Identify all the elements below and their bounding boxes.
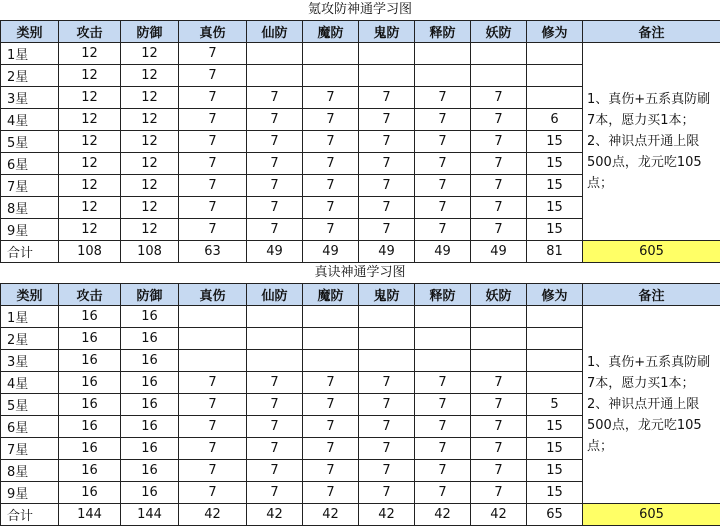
table2-header-cell: 妖防: [471, 284, 527, 306]
table2-header-cell: 真伤: [179, 284, 247, 306]
table-cell: 7: [179, 460, 247, 482]
table2-header-cell: 备注: [583, 284, 720, 306]
table-cell: 16: [59, 416, 121, 438]
table-cell: 7: [471, 219, 527, 241]
table-cell: 7: [471, 372, 527, 394]
total-cell: 42: [303, 504, 359, 526]
table-cell: 7: [247, 131, 303, 153]
table-cell: [527, 87, 583, 109]
table-cell: 7: [415, 109, 471, 131]
table-cell: 5: [527, 394, 583, 416]
table-cell: 5星: [1, 131, 59, 153]
table-cell: 4星: [1, 372, 59, 394]
total-row: [1, 504, 720, 526]
table-cell: 7: [359, 87, 415, 109]
table1-header-cell: 防御: [121, 21, 179, 43]
table-cell: 7: [303, 87, 359, 109]
table-cell: 7: [247, 394, 303, 416]
table-cell: 7: [415, 153, 471, 175]
table-cell: 7: [471, 153, 527, 175]
table-cell: 7: [471, 438, 527, 460]
table-cell: 7: [471, 416, 527, 438]
table-cell: 7: [179, 482, 247, 504]
table-cell: 12: [59, 197, 121, 219]
table-cell: 7: [471, 109, 527, 131]
table-cell: [247, 306, 303, 328]
table-cell: 12: [59, 153, 121, 175]
total-cell: 49: [247, 241, 303, 263]
table-cell: [471, 328, 527, 350]
table1-header-cell: 释防: [415, 21, 471, 43]
table-cell: 7: [179, 131, 247, 153]
total-cell: 42: [415, 504, 471, 526]
table-cell: [303, 306, 359, 328]
table-cell: 7星: [1, 175, 59, 197]
table-cell: 12: [59, 43, 121, 65]
table1-header-cell: 鬼防: [359, 21, 415, 43]
table2-header-cell: 修为: [527, 284, 583, 306]
table-cell: 7: [179, 109, 247, 131]
table-cell: 12: [59, 175, 121, 197]
table-cell: 7: [415, 460, 471, 482]
table-cell: [471, 350, 527, 372]
total-cell: 49: [415, 241, 471, 263]
table1-header-cell: 备注: [583, 21, 720, 43]
table-cell: 9星: [1, 482, 59, 504]
table-cell: 15: [527, 416, 583, 438]
table2-header-cell: 鬼防: [359, 284, 415, 306]
table-cell: 16: [121, 328, 179, 350]
total-cell: 合计: [1, 504, 59, 526]
table-cell: 7: [303, 482, 359, 504]
table-cell: 12: [121, 131, 179, 153]
table-cell: 7: [415, 372, 471, 394]
table-cell: 7: [247, 372, 303, 394]
table-cell: 7: [179, 175, 247, 197]
table-cell: 15: [527, 175, 583, 197]
total-cell: 81: [527, 241, 583, 263]
table1-header-cell: 真伤: [179, 21, 247, 43]
table-cell: 16: [59, 372, 121, 394]
table-cell: [471, 65, 527, 87]
table-cell: 7: [247, 197, 303, 219]
table-cell: 7: [179, 372, 247, 394]
note-line: 1、真伤+五系真防刷7本，愿力买1本；: [587, 92, 711, 128]
table1-body: [1, 43, 720, 263]
table-cell: [303, 43, 359, 65]
table-cell: 7: [415, 482, 471, 504]
total-row: [1, 241, 720, 263]
total-cell: 108: [59, 241, 121, 263]
table-cell: 12: [59, 87, 121, 109]
table-cell: 7: [471, 482, 527, 504]
table-cell: 15: [527, 460, 583, 482]
table-cell: 7: [471, 197, 527, 219]
table-cell: 7: [415, 219, 471, 241]
table-cell: 7: [247, 219, 303, 241]
table1-header-cell: 妖防: [471, 21, 527, 43]
table-cell: [415, 328, 471, 350]
table-cell: [179, 350, 247, 372]
total-cell: 108: [121, 241, 179, 263]
table-cell: 15: [527, 153, 583, 175]
table-cell: 7: [303, 131, 359, 153]
table-cell: 15: [527, 482, 583, 504]
table-cell: 7: [179, 43, 247, 65]
table-cell: 7: [471, 394, 527, 416]
table-cell: 7: [359, 372, 415, 394]
table-cell: 7: [179, 65, 247, 87]
table-cell: 7: [303, 372, 359, 394]
table-cell: 7: [303, 416, 359, 438]
table-cell: 7: [303, 175, 359, 197]
table-cell: 7: [359, 438, 415, 460]
table-cell: 7: [359, 109, 415, 131]
total-cell: 144: [121, 504, 179, 526]
table-cell: 7: [359, 153, 415, 175]
table2-header-cell: 防御: [121, 284, 179, 306]
table-cell: 7: [359, 197, 415, 219]
table-cell: 3星: [1, 87, 59, 109]
table-cell: 7: [471, 460, 527, 482]
table-cell: 16: [59, 438, 121, 460]
note-line: 2、神识点开通上限500点，龙元吃105点；: [587, 397, 702, 454]
note-line: 1、真伤+五系真防刷7本，愿力买1本；: [587, 355, 711, 391]
table-cell: 1星: [1, 306, 59, 328]
table-cell: 12: [59, 65, 121, 87]
table-cell: 7: [247, 153, 303, 175]
table-cell: 7: [179, 219, 247, 241]
table-cell: 7: [415, 175, 471, 197]
table-cell: 7: [303, 197, 359, 219]
table-cell: [247, 43, 303, 65]
table-cell: 12: [121, 197, 179, 219]
table-cell: [303, 350, 359, 372]
table-cell: 7: [247, 109, 303, 131]
table-cell: 12: [121, 43, 179, 65]
table-cell: 7: [247, 416, 303, 438]
total-cell: 42: [247, 504, 303, 526]
table-cell: 7: [179, 416, 247, 438]
table-cell: 7: [359, 482, 415, 504]
table-cell: [415, 306, 471, 328]
table-cell: 12: [121, 153, 179, 175]
table-cell: [471, 306, 527, 328]
table1: [0, 20, 720, 263]
table2-header-cell: 类别: [1, 284, 59, 306]
table-cell: 7: [179, 394, 247, 416]
table-cell: 7: [415, 416, 471, 438]
table-cell: 6星: [1, 416, 59, 438]
table-cell: 5星: [1, 394, 59, 416]
table-cell: 6: [527, 109, 583, 131]
table-cell: [247, 328, 303, 350]
table-cell: 16: [59, 460, 121, 482]
table-cell: [527, 328, 583, 350]
table-cell: 4星: [1, 109, 59, 131]
table2-note: [583, 306, 720, 504]
table2-title: 真诀神通学习图: [314, 265, 406, 280]
table2-header-cell: 释防: [415, 284, 471, 306]
table-cell: 12: [121, 175, 179, 197]
table-cell: 3星: [1, 350, 59, 372]
total-cell: 49: [303, 241, 359, 263]
table-cell: 7: [415, 131, 471, 153]
table-cell: [471, 43, 527, 65]
table2: [0, 283, 720, 526]
table-cell: 7: [359, 460, 415, 482]
table-cell: 16: [59, 482, 121, 504]
table-cell: 7: [415, 394, 471, 416]
table-cell: 7: [247, 482, 303, 504]
table-cell: 16: [59, 394, 121, 416]
table-cell: 7: [415, 197, 471, 219]
table1-section: [0, 0, 720, 263]
table-cell: 7: [247, 438, 303, 460]
table-cell: 16: [121, 482, 179, 504]
table-cell: 7: [247, 87, 303, 109]
table-cell: 16: [121, 438, 179, 460]
table-cell: 6星: [1, 153, 59, 175]
table-cell: 8星: [1, 197, 59, 219]
grand-total-cell: 605: [583, 241, 720, 263]
table-cell: [527, 43, 583, 65]
table-cell: 7: [179, 87, 247, 109]
table-cell: 7: [303, 153, 359, 175]
table-cell: 7: [359, 394, 415, 416]
total-cell: 49: [359, 241, 415, 263]
table-cell: 7: [247, 175, 303, 197]
table-cell: [247, 65, 303, 87]
table-cell: 7: [247, 460, 303, 482]
total-cell: 42: [471, 504, 527, 526]
table-cell: 12: [121, 109, 179, 131]
table-cell: 1星: [1, 43, 59, 65]
total-cell: 合计: [1, 241, 59, 263]
table1-title: 氪攻防神通学习图: [307, 2, 412, 17]
table-cell: [359, 65, 415, 87]
table1-header-cell: 修为: [527, 21, 583, 43]
table-cell: 7: [415, 438, 471, 460]
table-cell: 7: [179, 197, 247, 219]
table-cell: [179, 306, 247, 328]
table-cell: [179, 328, 247, 350]
table-cell: [247, 350, 303, 372]
table-cell: 16: [59, 328, 121, 350]
table-cell: 2星: [1, 328, 59, 350]
table1-note: [583, 43, 720, 241]
table-cell: 7: [303, 394, 359, 416]
table-cell: 7: [303, 438, 359, 460]
table-cell: [303, 65, 359, 87]
table-cell: 7: [359, 175, 415, 197]
table-cell: 7: [415, 87, 471, 109]
note-line: 2、神识点开通上限500点，龙元吃105点；: [587, 134, 702, 191]
table-cell: 12: [59, 219, 121, 241]
table-cell: 15: [527, 131, 583, 153]
table-cell: 7: [303, 109, 359, 131]
table1-header-row: [1, 21, 720, 43]
table2-header-row: [1, 284, 720, 306]
table-cell: [415, 65, 471, 87]
table1-header-cell: 攻击: [59, 21, 121, 43]
total-cell: 42: [179, 504, 247, 526]
total-cell: 63: [179, 241, 247, 263]
table-cell: [359, 328, 415, 350]
table2-body: [1, 306, 720, 526]
table-cell: [303, 328, 359, 350]
table1-header-cell: 仙防: [247, 21, 303, 43]
table-cell: 12: [59, 131, 121, 153]
table-cell: 16: [121, 416, 179, 438]
table-cell: 12: [121, 65, 179, 87]
table-cell: [527, 372, 583, 394]
table-cell: 16: [121, 372, 179, 394]
table-cell: 7: [359, 131, 415, 153]
table-cell: 16: [59, 350, 121, 372]
total-cell: 144: [59, 504, 121, 526]
table-row: [1, 306, 720, 328]
table-cell: 7: [179, 153, 247, 175]
grand-total-cell: 605: [583, 504, 720, 526]
table-cell: 7星: [1, 438, 59, 460]
table2-header-cell: 仙防: [247, 284, 303, 306]
table-cell: [415, 43, 471, 65]
table-cell: 12: [121, 219, 179, 241]
table2-section: [0, 263, 720, 526]
table-cell: 7: [471, 175, 527, 197]
table-cell: 8星: [1, 460, 59, 482]
table-cell: 16: [121, 350, 179, 372]
table-cell: 16: [121, 394, 179, 416]
table-cell: 7: [179, 438, 247, 460]
table2-header-cell: 攻击: [59, 284, 121, 306]
table-cell: 16: [59, 306, 121, 328]
table-cell: [527, 306, 583, 328]
table1-header-cell: 魔防: [303, 21, 359, 43]
table-cell: 7: [303, 460, 359, 482]
total-cell: 65: [527, 504, 583, 526]
total-cell: 42: [359, 504, 415, 526]
table-cell: 15: [527, 219, 583, 241]
table-cell: 16: [121, 460, 179, 482]
table-cell: [415, 350, 471, 372]
table-cell: [359, 43, 415, 65]
table-cell: 7: [303, 219, 359, 241]
table-cell: [359, 350, 415, 372]
table-cell: 12: [121, 87, 179, 109]
table-cell: 7: [471, 87, 527, 109]
table-cell: [359, 306, 415, 328]
table-cell: 9星: [1, 219, 59, 241]
table-row: [1, 43, 720, 65]
table-cell: 7: [359, 416, 415, 438]
total-cell: 49: [471, 241, 527, 263]
table-cell: 12: [59, 109, 121, 131]
table-cell: [527, 65, 583, 87]
table2-header-cell: 魔防: [303, 284, 359, 306]
table-cell: [527, 350, 583, 372]
table-cell: 7: [359, 219, 415, 241]
table-cell: 15: [527, 438, 583, 460]
table-cell: 16: [121, 306, 179, 328]
table1-header-cell: 类别: [1, 21, 59, 43]
table-cell: 7: [471, 131, 527, 153]
table-cell: 15: [527, 197, 583, 219]
table-cell: 2星: [1, 65, 59, 87]
